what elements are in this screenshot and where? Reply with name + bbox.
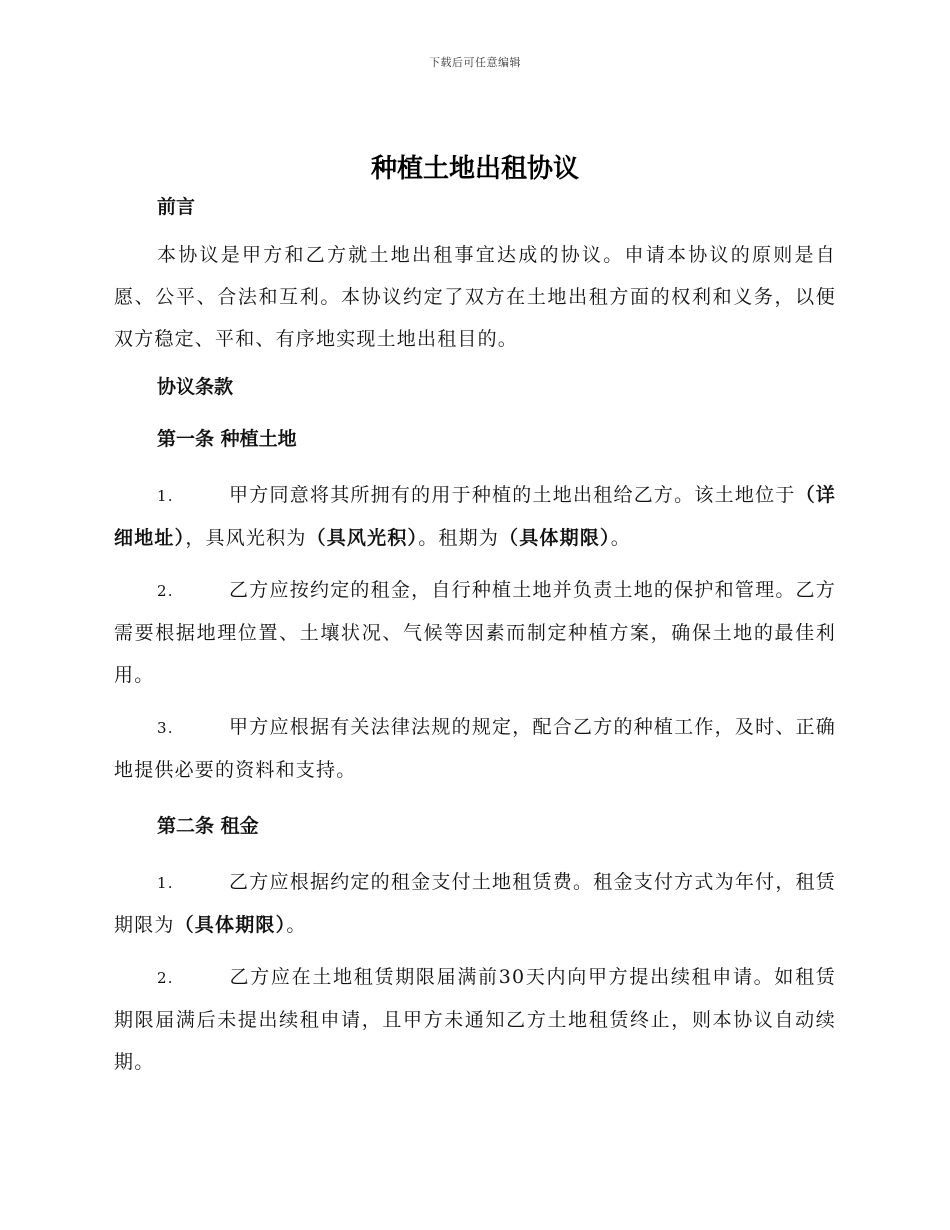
item-number: 2. <box>157 582 174 600</box>
article2-heading: 第二条 租金 <box>157 815 259 837</box>
item-text: 乙方应根据约定的租金支付土地租赁费。租金支付方式为年付，租赁期限为 <box>114 871 836 936</box>
article1-item-2 <box>114 569 836 696</box>
article1-item-1 <box>114 474 836 559</box>
item-text: ，具风光积为 <box>185 527 307 549</box>
preface-heading: 前言 <box>157 196 196 218</box>
item-text: 。 <box>610 527 631 549</box>
item-text: 乙方应在土地租赁期限届满前30天内向甲方提出续租申请。如租赁期限届满后未提出续租申请，且甲方未通知乙方土地租赁终止，则本协议自动续期。 <box>114 966 836 1073</box>
item-number: 3. <box>157 719 174 737</box>
placeholder-term: （具体期限） <box>499 527 611 549</box>
item-text: 乙方应按约定的租金，自行种植土地并负责土地的保护和管理。乙方需要根据地理位置、土壤状况、气候等因素而制定种植方案，确保土地的最佳利用。 <box>114 579 836 686</box>
placeholder-area: （具风光积） <box>306 527 419 549</box>
placeholder-address: （详细地址） <box>114 484 836 549</box>
document-body <box>114 190 836 1083</box>
item-number: 2. <box>157 969 174 987</box>
preface-paragraph: 本协议是甲方和乙方就土地出租事宜达成的协议。申请本协议的原则是自愿、公平、合法和互利。本协议约定了双方在土地出租方面的权利和义务，以便双方稳定、平和、有序地实现土地出租目的。 <box>114 244 836 350</box>
article2-item-2 <box>114 956 836 1083</box>
page-header: 下载后可任意编辑 <box>429 56 521 69</box>
document-title: 种植土地出租协议 <box>370 154 579 184</box>
item-text: 。 <box>286 914 307 936</box>
article1-item-3 <box>114 706 836 791</box>
item-number: 1. <box>157 874 174 892</box>
item-number: 1. <box>157 487 174 505</box>
placeholder-term: （具体期限） <box>174 914 287 936</box>
terms-heading: 协议条款 <box>157 376 234 398</box>
item-text: 。租期为 <box>418 527 500 549</box>
item-text: 甲方应根据有关法律法规的规定，配合乙方的种植工作，及时、正确地提供必要的资料和支持。 <box>114 716 836 781</box>
article2-item-1 <box>114 861 836 946</box>
article1-heading: 第一条 种植土地 <box>157 428 297 450</box>
item-text: 甲方同意将其所拥有的用于种植的土地出租给乙方。该土地位于 <box>229 484 796 506</box>
